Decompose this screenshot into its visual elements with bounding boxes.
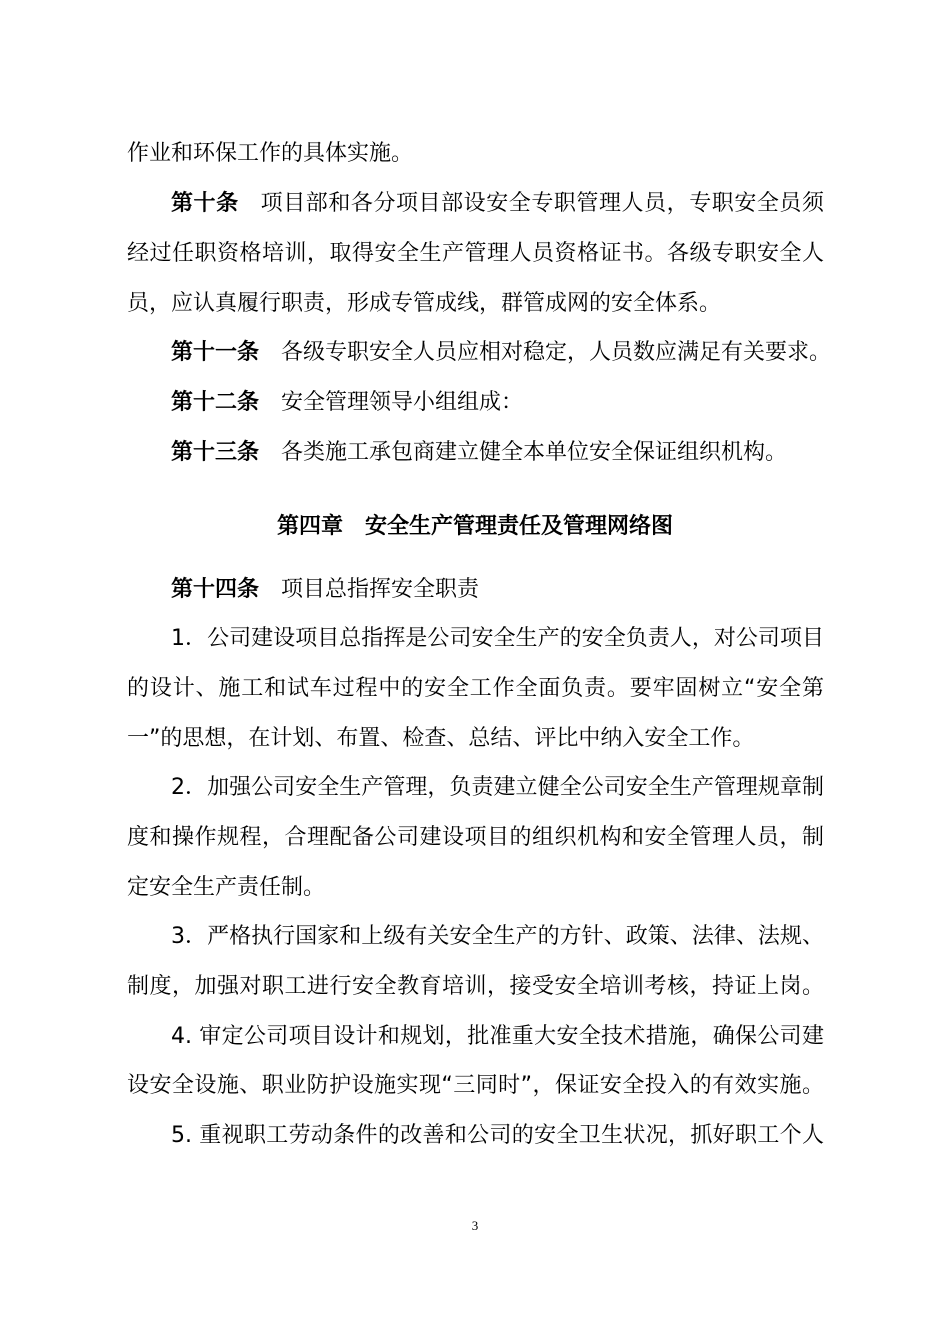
article-number: 第十条 xyxy=(171,191,239,216)
numbered-paragraph-line: 5. 重视职工劳动条件的改善和公司的安全卫生状况，抓好职工个人 xyxy=(171,1123,824,1148)
paragraph-line: 设安全设施、职业防护设施实现“三同时”，保证安全投入的有效实施。 xyxy=(127,1073,824,1098)
numbered-paragraph-line: 3．严格执行国家和上级有关安全生产的方针、政策、法律、法规、 xyxy=(171,924,824,949)
article-number: 第十四条 xyxy=(171,577,260,602)
article-paragraph-line xyxy=(0,565,824,614)
article-number: 第十三条 xyxy=(171,440,260,465)
article-paragraph-line xyxy=(0,328,832,377)
paragraph-line: 一”的思想，在计划、布置、检查、总结、评比中纳入安全工作。 xyxy=(127,726,755,751)
paragraph-line: 员，应认真履行职责，形成专管成线，群管成网的安全体系。 xyxy=(127,291,722,316)
article-paragraph-line xyxy=(0,428,824,477)
page-number: 3 xyxy=(471,1218,479,1233)
numbered-paragraph-line: 2．加强公司安全生产管理，负责建立健全公司安全生产管理规章制 xyxy=(171,775,824,800)
article-number: 第十一条 xyxy=(171,340,260,365)
chapter-title: 安全生产管理责任及管理网络图 xyxy=(365,514,674,539)
article-paragraph-line xyxy=(0,179,824,228)
paragraph-line: 制度，加强对职工进行安全教育培训，接受安全培训考核，持证上岗。 xyxy=(127,974,824,999)
article-text: 项目部和各分项目部设安全专职管理人员，专职安全员须 xyxy=(260,191,824,216)
article-text: 安全管理领导小组组成： xyxy=(281,390,524,415)
article-paragraph-line xyxy=(0,378,824,427)
chapter-label: 第四章 xyxy=(276,514,343,539)
paragraph-line: 的设计、施工和试车过程中的安全工作全面负责。要牢固树立“安全第 xyxy=(127,676,824,701)
paragraph-line: 经过任职资格培训，取得安全生产管理人员资格证书。各级专职安全人 xyxy=(127,241,824,266)
article-text: 项目总指挥安全职责 xyxy=(281,577,480,602)
article-text: 各类施工承包商建立健全本单位安全保证组织机构。 xyxy=(281,440,788,465)
article-number: 第十二条 xyxy=(171,390,260,415)
numbered-paragraph-line: 1．公司建设项目总指挥是公司安全生产的安全负责人，对公司项目 xyxy=(171,626,824,651)
paragraph-line: 定安全生产责任制。 xyxy=(127,875,326,900)
article-text: 各级专职安全人员应相对稳定，人员数应满足有关要求。 xyxy=(281,340,832,365)
numbered-paragraph-line: 4. 审定公司项目设计和规划，批准重大安全技术措施，确保公司建 xyxy=(171,1024,824,1049)
chapter-heading xyxy=(0,502,950,551)
paragraph-line: 作业和环保工作的具体实施。 xyxy=(127,141,414,166)
paragraph-line: 度和操作规程，合理配备公司建设项目的组织机构和安全管理人员，制 xyxy=(127,825,824,850)
